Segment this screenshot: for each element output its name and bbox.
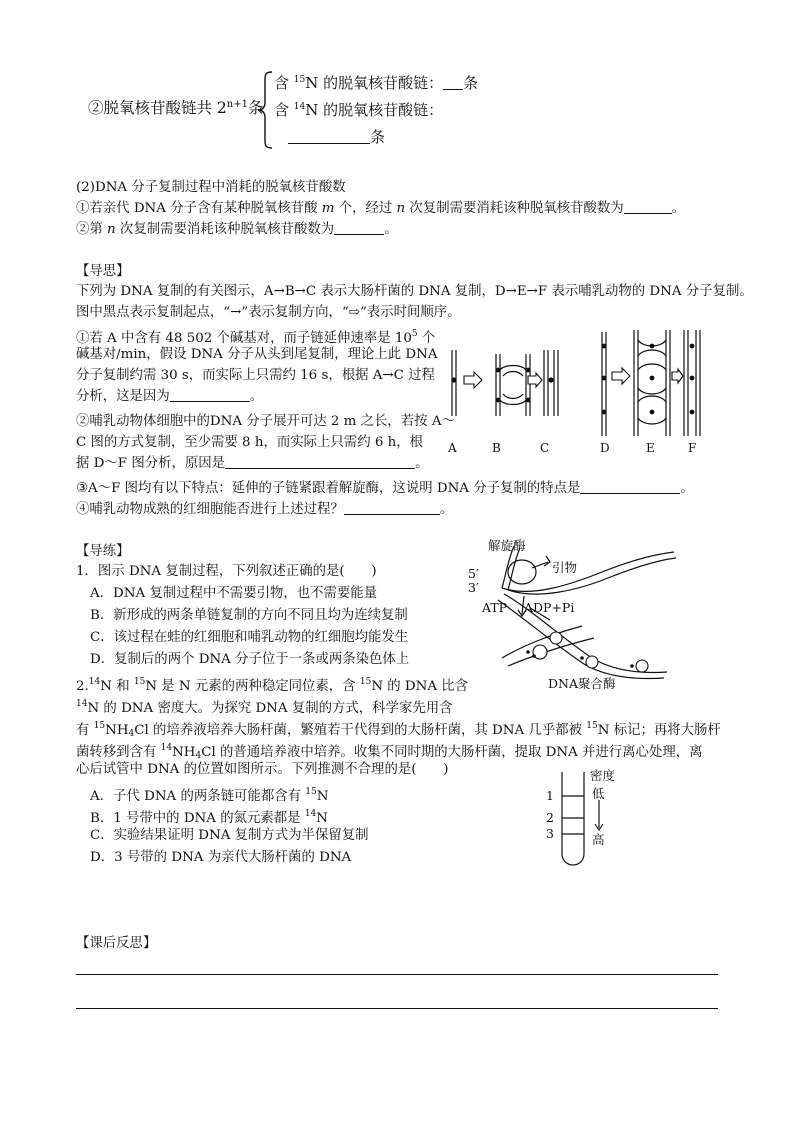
three-prime-label: 3′ — [468, 580, 479, 595]
practice-q2-line-1: 2.14N 和 $^{15}$N 是 N 元素的两种稳定同位素，含 $^{15}$N 的 DNA 比含 — [76, 677, 469, 694]
q2-line-3: 据 D～F 图分析，原因是 。 — [76, 456, 429, 471]
practice-q2-line-5: 心后试管中 DNA 的位置如图所示。下列推测不合理的是( ) — [76, 762, 449, 777]
n15-strand-line: 含 $^{15}$N 的脱氧核苷酸链： 条 — [274, 74, 479, 92]
band-2-label: 2 — [546, 810, 554, 825]
practice-q2-line-2: $^{14}$N 的 DNA 密度大。为探究 DNA 复制的方式，科学家先用含 — [76, 699, 453, 716]
q1-line-2: 碱基对/min，假设 DNA 分子从头到尾复制，理论上此 DNA — [76, 347, 438, 362]
guide-think-intro-2: 图中黑点表示复制起点，“→”表示复制方向，“⇨”表示时间顺序。 — [76, 305, 461, 320]
n14-strand-line: 含 $^{14}$N 的脱氧核苷酸链： — [274, 101, 444, 119]
n14-strand-answer: 条 — [288, 126, 385, 147]
band-1-label: 1 — [546, 788, 554, 803]
q3-blank[interactable] — [580, 479, 680, 494]
reflection-line-1[interactable] — [76, 974, 718, 975]
fig-label-b: B — [492, 441, 501, 455]
n15-blank[interactable] — [443, 75, 463, 90]
guide-think-heading: 【导思】 — [76, 264, 130, 279]
consumption-line-2: ②第 n 次复制需要消耗该种脱氧核苷酸数为 。 — [76, 222, 398, 237]
fig-label-c: C — [540, 441, 550, 455]
polymerase-label: DNA聚合酶 — [548, 676, 616, 691]
replication-fork-figure — [462, 538, 682, 698]
q1-line-4: 分析，这是因为 。 — [76, 389, 264, 404]
consumption-line-1: ①若亲代 DNA 分子含有某种脱氧核苷酸 m 个，经过 n 次复制需要消耗该种脱氧核苷酸数为 。 — [76, 201, 686, 216]
guide-practice-heading: 【导练】 — [76, 544, 130, 559]
practice-q1-option-d[interactable]: D．复制后的两个 DNA 分子位于一条或两条染色体上 — [90, 652, 410, 667]
q4-line: ④哺乳动物成熟的红细胞能否进行上述过程？ 。 — [76, 502, 454, 517]
five-prime-label: 5′ — [468, 566, 479, 581]
practice-q1-stem: 1．图示 DNA 复制过程，下列叙述正确的是( ) — [76, 564, 377, 579]
fig-label-f: F — [688, 441, 697, 455]
reflection-line-2[interactable] — [76, 1008, 718, 1009]
q1-blank[interactable] — [170, 387, 250, 402]
practice-q2-line-3: 有 $^{15}NH_4Cl$ 的培养液培养大肠杆菌，繁殖若干代得到的大肠杆菌，其 DNA 几乎都被 $^{15}$N 标记；再将大肠杆 — [76, 721, 721, 739]
curly-brace — [256, 70, 274, 150]
q2-line-1: ②哺乳动物体细胞中的DNA 分子展开可达 2 m 之长，若按 A～ — [76, 414, 455, 429]
practice-q2-option-a[interactable]: A．子代 DNA 的两条链可能都含有 $^{15}$N — [90, 787, 329, 804]
practice-q2-option-d[interactable]: D．3 号带的 DNA 为亲代大肠杆菌的 DNA — [90, 850, 352, 865]
q2-line-2: C 图的方式复制，至少需要 8 h，而实际上只需约 6 h，根 — [76, 435, 424, 450]
consumption-heading: (2)DNA 分子复制过程中消耗的脱氧核苷酸数 — [76, 180, 346, 195]
adp-label: ADP+Pi — [524, 600, 575, 615]
practice-q1-option-a[interactable]: A．DNA 复制过程中不需要引物，也不需要能量 — [90, 586, 378, 601]
fig-label-d: D — [600, 441, 610, 455]
fig-label-e: E — [646, 441, 655, 455]
helicase-label: 解旋酶 — [488, 538, 526, 553]
consumption-blank-2[interactable] — [334, 220, 384, 235]
practice-q1-option-b[interactable]: B．新形成的两条单链复制的方向不同且均为连续复制 — [90, 608, 408, 623]
q2-blank[interactable] — [225, 454, 415, 469]
fig-label-a: A — [448, 441, 457, 455]
guide-think-intro-1: 下列为 DNA 复制的有关图示，A→B→C 表示大肠杆菌的 DNA 复制，D→E→F 表示哺乳动物的 DNA 分子复制。 — [76, 284, 753, 299]
band-3-label: 3 — [546, 826, 554, 841]
reflection-heading: 【课后反思】 — [76, 936, 157, 951]
replication-diagram — [440, 326, 710, 466]
q3-line: ③A～F 图均有以下特点：延伸的子链紧跟着解旋酶，这说明 DNA 分子复制的特点是 。 — [76, 481, 694, 496]
low-label: 低 — [592, 786, 605, 801]
strand-total-label: ②脱氧核苷酸链共 $2^{n+1}$条 — [88, 99, 264, 117]
density-label: 密度 — [590, 768, 616, 783]
q1-line-3: 分子复制约需 30 s，而实际上只需约 16 s，根据 A→C 过程 — [76, 368, 435, 383]
n14-blank[interactable] — [288, 129, 370, 144]
q1-line-1: ①若 A 中含有 48 502 个碱基对，而子链延伸速率是 $10^5$ 个 — [76, 329, 436, 346]
practice-q2-option-c[interactable]: C．实验结果证明 DNA 复制方式为半保留复制 — [90, 828, 369, 843]
consumption-blank-1[interactable] — [624, 199, 672, 214]
practice-q1-option-c[interactable]: C．该过程在蛙的红细胞和哺乳动物的红细胞均能发生 — [90, 630, 409, 645]
practice-q2-option-b[interactable]: B．1 号带中的 DNA 的氮元素都是 $^{14}$N — [90, 809, 328, 826]
q4-blank[interactable] — [344, 500, 440, 515]
centrifuge-tube-figure — [540, 768, 650, 878]
atp-label: ATP — [482, 600, 508, 615]
high-label: 高 — [592, 832, 605, 847]
practice-q2-line-4: 菌转移到含有 $^{14}NH_4Cl$ 的普通培养液中培养。收集不同时期的大肠杆菌，提取 DNA 并进行离心处理，离 — [76, 743, 703, 761]
primer-label: 引物 — [552, 560, 578, 575]
